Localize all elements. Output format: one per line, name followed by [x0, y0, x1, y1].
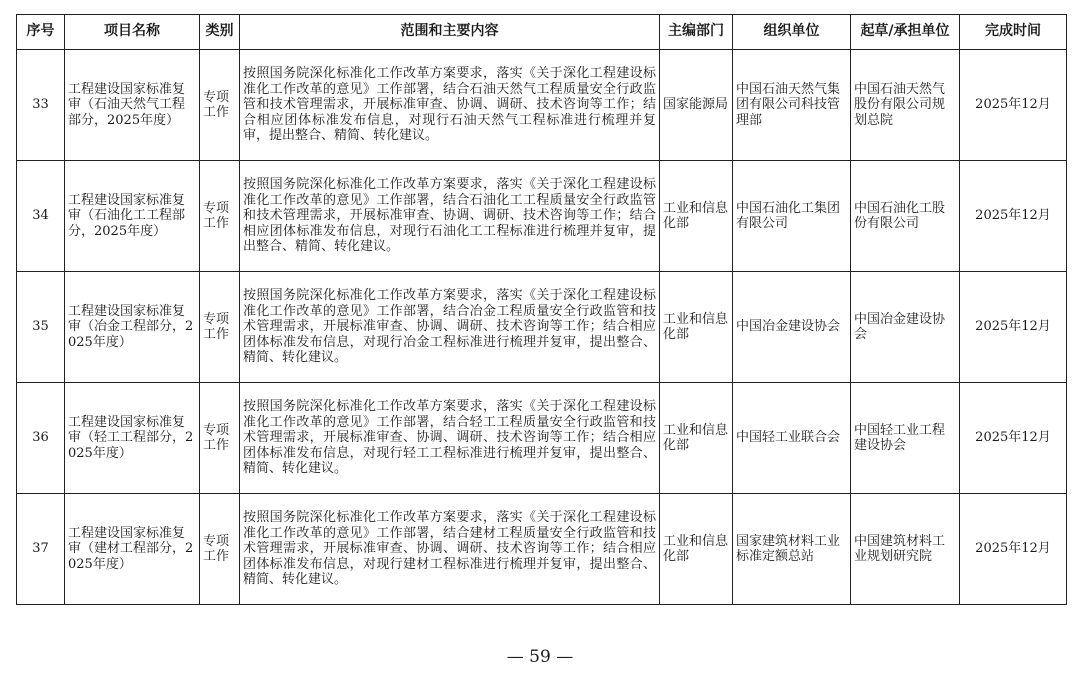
cell-scope: 按照国务院深化标准化工作改革方案要求，落实《关于深化工程建设标准化工作改革的意见》工作部署，结合冶金工程质量安全行政监管和技术管理需求，开展标准审查、协调、调研、技术咨询等工作；结合相应团体标准发布信息，对现行冶金工程标准进行梳理并复审，提出整合、精简、转化建议。 [240, 272, 660, 383]
cell-time: 2025年12月 [960, 494, 1067, 605]
cell-drafter: 中国石油天然气股份有限公司规划总院 [851, 50, 960, 161]
cell-org: 中国石油天然气集团有限公司科技管理部 [733, 50, 851, 161]
header-drafter: 起草/承担单位 [851, 15, 960, 50]
cell-time: 2025年12月 [960, 50, 1067, 161]
cell-drafter: 中国石油化工股份有限公司 [851, 161, 960, 272]
cell-drafter: 中国冶金建设协会 [851, 272, 960, 383]
cell-dept: 工业和信息化部 [660, 383, 733, 494]
cell-category: 专项工作 [200, 272, 240, 383]
cell-dept: 工业和信息化部 [660, 494, 733, 605]
cell-project-name: 工程建设国家标准复审（轻工工程部分，2025年度） [65, 383, 200, 494]
cell-drafter: 中国轻工业工程建设协会 [851, 383, 960, 494]
cell-category: 专项工作 [200, 161, 240, 272]
table-body [17, 50, 1067, 605]
cell-org: 中国石油化工集团有限公司 [733, 161, 851, 272]
cell-dept: 国家能源局 [660, 50, 733, 161]
cell-time: 2025年12月 [960, 383, 1067, 494]
cell-scope: 按照国务院深化标准化工作改革方案要求，落实《关于深化工程建设标准化工作改革的意见》工作部署，结合石油化工工程质量安全行政监管和技术管理需求，开展标准审查、协调、调研、技术咨询等工作；结合相应团体标准发布信息，对现行石油化工工程标准进行梳理并复审，提出整合、精简、转化建议。 [240, 161, 660, 272]
cell-time: 2025年12月 [960, 161, 1067, 272]
header-category: 类别 [200, 15, 240, 50]
standards-review-table [16, 14, 1067, 605]
table-header [17, 15, 1067, 50]
header-org: 组织单位 [733, 15, 851, 50]
table-row [17, 50, 1067, 161]
cell-no: 33 [17, 50, 65, 161]
cell-no: 35 [17, 272, 65, 383]
header-time: 完成时间 [960, 15, 1067, 50]
cell-org: 中国轻工业联合会 [733, 383, 851, 494]
table-row [17, 383, 1067, 494]
cell-project-name: 工程建设国家标准复审（冶金工程部分，2025年度） [65, 272, 200, 383]
cell-dept: 工业和信息化部 [660, 161, 733, 272]
header-project-name: 项目名称 [65, 15, 200, 50]
table-row [17, 272, 1067, 383]
cell-no: 36 [17, 383, 65, 494]
cell-time: 2025年12月 [960, 272, 1067, 383]
header-dept: 主编部门 [660, 15, 733, 50]
header-row [17, 15, 1067, 50]
cell-category: 专项工作 [200, 494, 240, 605]
cell-scope: 按照国务院深化标准化工作改革方案要求，落实《关于深化工程建设标准化工作改革的意见》工作部署，结合建材工程质量安全行政监管和技术管理需求，开展标准审查、协调、调研、技术咨询等工作；结合相应团体标准发布信息，对现行建材工程标准进行梳理并复审，提出整合、精简、转化建议。 [240, 494, 660, 605]
cell-org: 中国冶金建设协会 [733, 272, 851, 383]
header-scope: 范围和主要内容 [240, 15, 660, 50]
table-row [17, 494, 1067, 605]
page-number: — 59 — [506, 647, 574, 667]
cell-category: 专项工作 [200, 50, 240, 161]
cell-project-name: 工程建设国家标准复审（建材工程部分，2025年度） [65, 494, 200, 605]
cell-project-name: 工程建设国家标准复审（石油天然气工程部分，2025年度） [65, 50, 200, 161]
cell-scope: 按照国务院深化标准化工作改革方案要求，落实《关于深化工程建设标准化工作改革的意见》工作部署，结合轻工工程质量安全行政监管和技术管理需求，开展标准审查、协调、调研、技术咨询等工作；结合相应团体标准发布信息，对现行轻工工程标准进行梳理并复审，提出整合、精简、转化建议。 [240, 383, 660, 494]
header-no: 序号 [17, 15, 65, 50]
cell-category: 专项工作 [200, 383, 240, 494]
table-row [17, 161, 1067, 272]
cell-dept: 工业和信息化部 [660, 272, 733, 383]
cell-no: 34 [17, 161, 65, 272]
cell-drafter: 中国建筑材料工业规划研究院 [851, 494, 960, 605]
cell-org: 国家建筑材料工业标准定额总站 [733, 494, 851, 605]
cell-no: 37 [17, 494, 65, 605]
cell-project-name: 工程建设国家标准复审（石油化工工程部分，2025年度） [65, 161, 200, 272]
cell-scope: 按照国务院深化标准化工作改革方案要求，落实《关于深化工程建设标准化工作改革的意见》工作部署，结合石油天然气工程质量安全行政监管和技术管理需求，开展标准审查、协调、调研、技术咨询等工作；结合相应团体标准发布信息，对现行石油天然气工程标准进行梳理并复审，提出整合、精简、转化建议。 [240, 50, 660, 161]
